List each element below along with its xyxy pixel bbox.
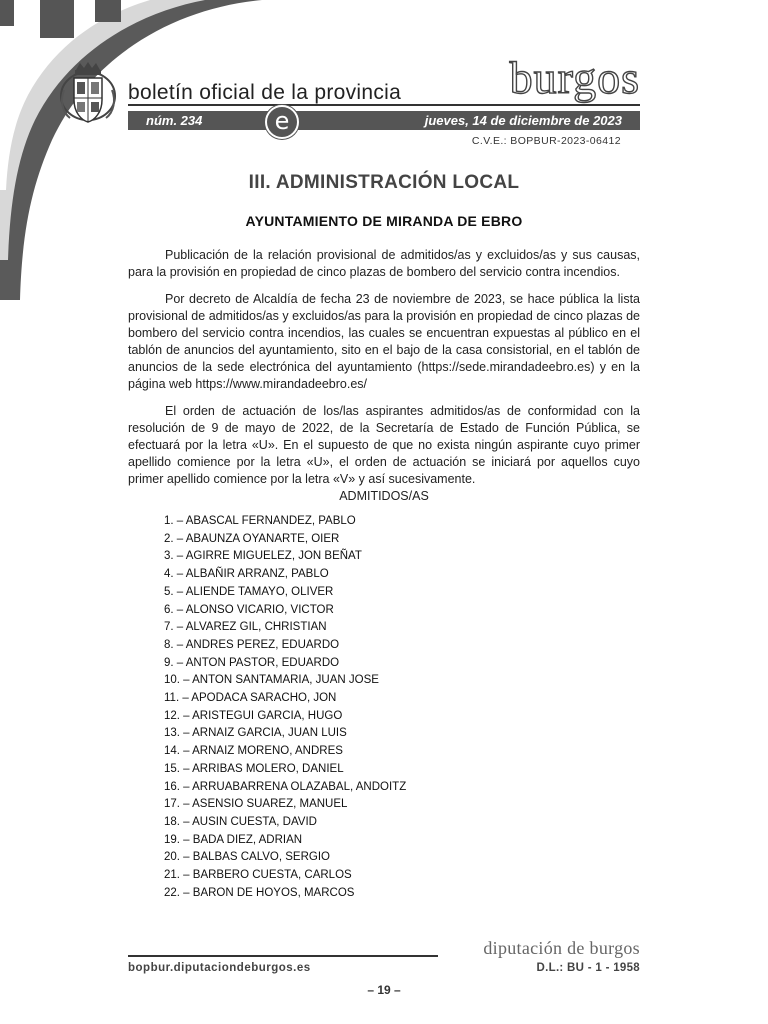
list-item: 14. – ARNAIZ MORENO, ANDRES — [164, 745, 343, 758]
paragraph: Publicación de la relación provisional de admitidos/as y excluidos/as y sus causas, para la provisión en propiedad de cinco plazas de bombero del servicio contra incendios. — [128, 248, 640, 279]
list-item: 13. – ARNAIZ GARCIA, JUAN LUIS — [164, 727, 347, 740]
paragraph: Por decreto de Alcaldía de fecha 23 de noviembre de 2023, se hace pública la lista provisional de admitidos/as y excluidos/as para la provisión en propiedad de cinco plazas de bombero del servicio contra incendios, las cuales se encuentran expuestas al público en el tablón de anuncios del ayuntamiento, sito en el bajo de la casa consistorial, en el tablón de anuncios de la sede electrónica del ayuntamiento (https://sede.mirandadeebro.es) y en la página web https://www.mirandadeebro.es/ — [128, 292, 640, 391]
issue-date: jueves, 14 de diciembre de 2023 — [424, 113, 622, 128]
section-title: III. ADMINISTRACIÓN LOCAL — [248, 172, 520, 193]
list-item: 16. – ARRUABARRENA OLAZABAL, ANDOITZ — [164, 780, 407, 793]
list-item: 2. – ABAUNZA OYANARTE, OIER — [164, 532, 340, 545]
footer-brand: diputación de burgos — [483, 938, 640, 958]
list-item: 22. – BARON DE HOYOS, MARCOS — [164, 886, 355, 899]
issue-number: núm. 234 — [146, 113, 203, 128]
list-item: 6. – ALONSO VICARIO, VICTOR — [164, 603, 334, 616]
announcement-body — [128, 247, 640, 498]
list-item: 11. – APODACA SARACHO, JON — [164, 692, 337, 705]
list-item: 4. – ALBAÑIR ARRANZ, PABLO — [164, 568, 329, 581]
edition-letter: e — [274, 107, 290, 135]
list-item: 5. – ALIENDE TAMAYO, OLIVER — [164, 585, 334, 598]
entity-name: AYUNTAMIENTO DE MIRANDA DE EBRO — [245, 213, 523, 229]
list-item: 3. – AGIRRE MIGUELEZ, JON BEÑAT — [164, 550, 362, 563]
legal-deposit: D.L.: BU - 1 - 1958 — [536, 962, 640, 974]
admitted-list-title: ADMITIDOS/AS — [339, 489, 429, 503]
bulletin-title: boletín oficial de la provincia — [128, 81, 402, 104]
coat-of-arms-icon — [58, 60, 118, 128]
header-rule — [128, 104, 640, 106]
list-item: 20. – BALBAS CALVO, SERGIO — [164, 851, 330, 864]
list-item: 7. – ALVAREZ GIL, CHRISTIAN — [164, 621, 327, 634]
list-item: 21. – BARBERO CUESTA, CARLOS — [164, 869, 352, 882]
list-item: 9. – ANTON PASTOR, EDUARDO — [164, 656, 340, 669]
list-item: 1. – ABASCAL FERNANDEZ, PABLO — [164, 515, 356, 527]
paragraph: El orden de actuación de los/las aspirantes admitidos/as de conformidad con la resolución de 9 de mayo de 2022, de la Secretaría de Estado de Función Pública, se efectuará por la letra «U». En el supuesto de que no exista ningún aspirante cuyo primer apellido comience por la letra «U», el orden de actuación se iniciará por aquellos cuyo primer apellido comience por la letra «V» y así sucesivamente. — [128, 404, 640, 486]
admitted-list — [164, 513, 406, 902]
issue-bar — [128, 111, 640, 130]
cve-code: C.V.E.: BOPBUR-2023-06412 — [471, 135, 621, 147]
list-item: 10. – ANTON SANTAMARIA, JUAN JOSE — [164, 674, 379, 687]
province-name: burgos — [509, 52, 640, 103]
page-number: – 19 – — [367, 983, 401, 997]
list-item: 18. – AUSIN CUESTA, DAVID — [164, 815, 317, 828]
list-item: 12. – ARISTEGUI GARCIA, HUGO — [164, 709, 343, 722]
list-item: 19. – BADA DIEZ, ADRIAN — [164, 833, 303, 846]
list-item: 15. – ARRIBAS MOLERO, DANIEL — [164, 762, 344, 775]
footer-rule — [128, 955, 438, 957]
footer-website: bopbur.diputaciondeburgos.es — [128, 962, 311, 974]
list-item: 17. – ASENSIO SUAREZ, MANUEL — [164, 798, 348, 811]
list-item: 8. – ANDRES PEREZ, EDUARDO — [164, 638, 340, 651]
edition-badge-icon — [265, 105, 299, 139]
